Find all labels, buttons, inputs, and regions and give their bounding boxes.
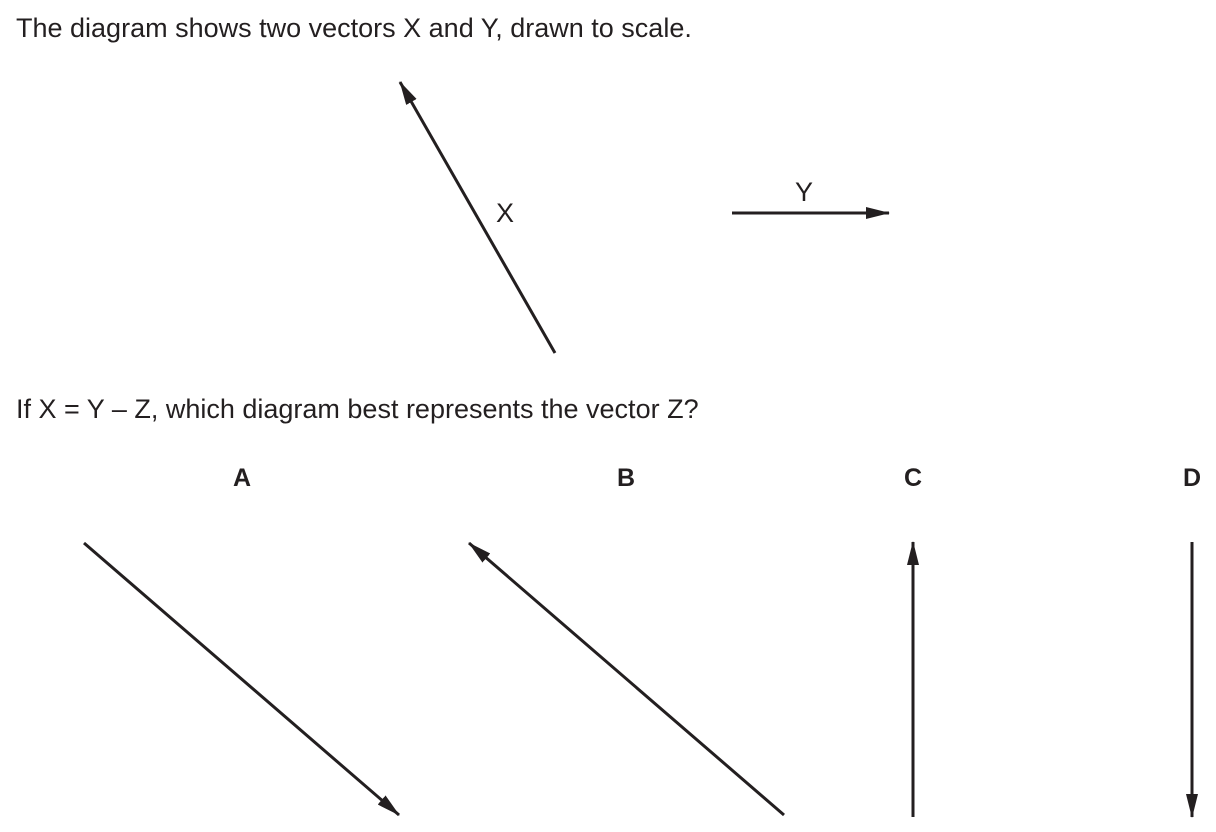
option-c[interactable] [904, 464, 922, 817]
option-a[interactable] [84, 464, 399, 815]
intro-text: The diagram shows two vectors X and Y, drawn to scale. [16, 13, 692, 43]
vector-x-label: X [496, 198, 515, 228]
question-text: If X = Y – Z, which diagram best represents the vector Z? [16, 394, 699, 424]
vector-y-label: Y [795, 177, 814, 207]
option-a-arrow [84, 543, 399, 815]
vector-y [732, 177, 889, 213]
vector-x-arrow [400, 82, 555, 353]
option-b-label: B [616, 464, 636, 492]
option-b-arrow [469, 543, 784, 815]
vector-x [400, 82, 555, 353]
option-d-label: D [1182, 464, 1202, 492]
option-a-label: A [232, 464, 252, 492]
option-b[interactable] [469, 464, 784, 815]
option-d[interactable] [1183, 464, 1201, 817]
option-c-label: C [903, 464, 923, 492]
